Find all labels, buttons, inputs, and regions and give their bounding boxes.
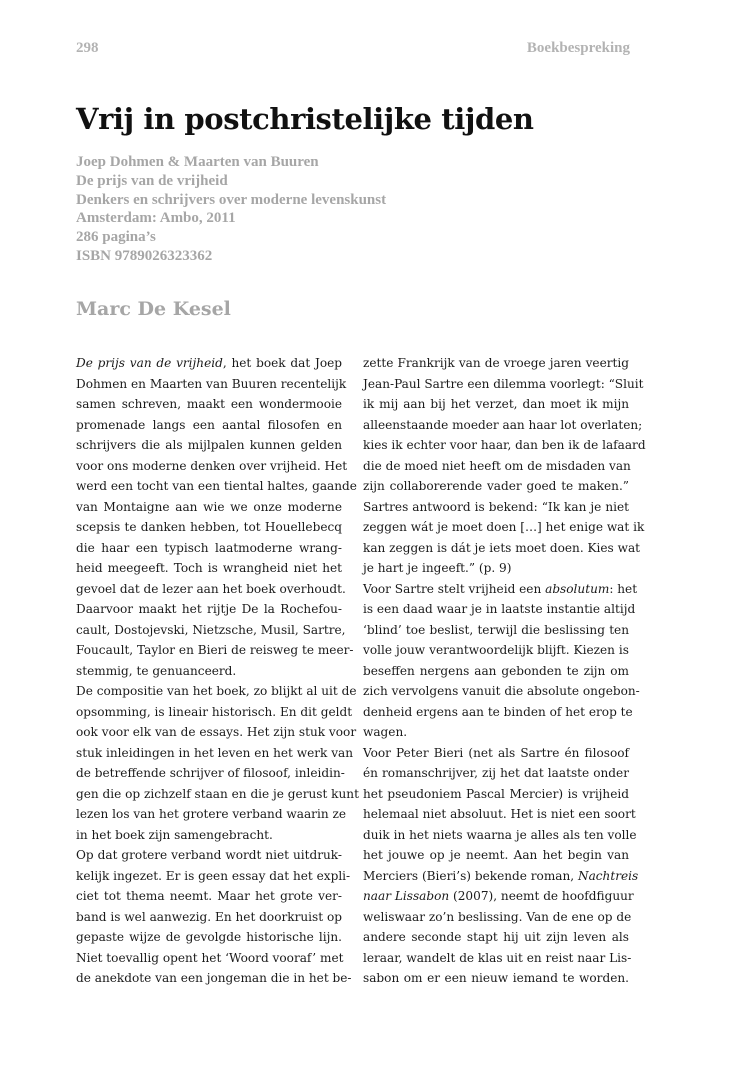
- text-segment: Voor Peter Bieri (net als Sartre én filosoof: [363, 745, 629, 760]
- text-line: [363, 394, 629, 415]
- text-segment: gen die op zichzelf staan en die je gerust kunt: [76, 786, 359, 801]
- text-segment: volle jouw verantwoordelijk blijft. Kiezen is: [363, 643, 629, 657]
- text-line: [76, 866, 351, 887]
- text-segment: zijn collaborerende vader goed te maken.”: [363, 479, 629, 493]
- text-line: [76, 804, 346, 825]
- text-segment: in het boek zijn samengebracht.: [76, 827, 273, 842]
- book-pages: 286 pagina’s: [76, 229, 156, 246]
- text-line: [76, 476, 357, 497]
- text-segment: ik mij aan bij het verzet, dan moet ik mijn: [363, 397, 629, 411]
- text-line: [363, 620, 629, 641]
- text-line: [363, 497, 629, 518]
- text-segment: die de moed niet heeft om de misdaden van: [363, 458, 631, 473]
- text-line: [76, 579, 346, 600]
- text-segment: stuk inleidingen in het leven en het werk van: [76, 745, 354, 760]
- text-line: [76, 599, 342, 620]
- text-segment: helemaal niet absoluut. Het is niet een soort: [363, 807, 636, 821]
- text-segment: kelijk ingezet. Er is geen essay dat het expli-: [76, 868, 351, 883]
- book-title: De prijs van de vrijheid: [76, 172, 228, 189]
- text-segment: zette Frankrijk van de vroege jaren veertig: [363, 356, 629, 370]
- text-segment: Op dat grotere verband wordt niet uitdruk-: [76, 848, 342, 862]
- text-line: [76, 394, 342, 415]
- text-line: [76, 353, 342, 374]
- text-line: [76, 415, 342, 436]
- text-line: [363, 763, 629, 784]
- text-line: [363, 866, 639, 887]
- text-line: [363, 538, 641, 559]
- text-segment: , het boek dat Joep: [222, 356, 342, 370]
- text-segment: stemmig, te genuanceerd.: [76, 663, 237, 678]
- book-authors: Joep Dohmen & Maarten van Buuren: [76, 154, 319, 170]
- text-segment: sabon om er een nieuw iemand te worden.: [363, 971, 629, 985]
- text-segment: : het: [609, 581, 638, 596]
- article-title: Vrij in postchristelijke tijden: [76, 102, 534, 136]
- text-line: [363, 415, 643, 436]
- text-line: [363, 968, 629, 989]
- text-segment: Niet toevallig opent het ‘Woord vooraf’ met: [76, 950, 344, 965]
- text-line: [363, 579, 638, 600]
- text-segment: De compositie van het boek, zo blijkt al uit de: [76, 684, 357, 698]
- text-segment: die haar een typisch laatmoderne wrang-: [76, 540, 342, 555]
- text-segment: Sartres antwoord is bekend: “Ik kan je niet: [363, 499, 629, 514]
- review-author: Marc De Kesel: [76, 298, 231, 320]
- text-segment: wagen.: [363, 725, 408, 739]
- text-segment: duik in het niets waarna je alles als ten volle: [363, 827, 637, 842]
- text-line: [76, 907, 342, 928]
- text-segment: Daarvoor maakt het rijtje De la Rochefou-: [76, 602, 342, 616]
- text-line: [76, 620, 346, 641]
- text-line: [76, 784, 359, 805]
- text-line: [363, 886, 634, 907]
- book-subtitle: Denkers en schrijvers over moderne levenskunst: [76, 191, 387, 208]
- text-line: [76, 702, 353, 723]
- text-line: [76, 640, 354, 661]
- text-line: [363, 743, 629, 764]
- text-segment: Jean-Paul Sartre een dilemma voorlegt: “Sluit: [363, 376, 644, 391]
- text-segment: Dohmen en Maarten van Buuren recentelijk: [76, 376, 347, 391]
- text-segment: leraar, wandelt de klas uit en reist naar Lis-: [363, 950, 632, 965]
- text-segment: samen schreven, maakt een wondermooie: [76, 397, 342, 411]
- text-line: [363, 476, 629, 497]
- text-segment: het pseudoniem Pascal Mercier) is vrijheid: [363, 786, 629, 801]
- text-line: [76, 374, 347, 395]
- text-line: [76, 456, 348, 477]
- section-title: Boekbespreking: [526, 40, 630, 56]
- text-line: [363, 517, 645, 538]
- text-segment: het jouwe op je neemt. Aan het begin van: [363, 848, 629, 862]
- text-segment: heid meegeeft. Toch is wrangheid niet het: [76, 561, 342, 575]
- text-segment: voor ons moderne denken over vrijheid. Het: [76, 458, 348, 473]
- text-line: [363, 435, 646, 456]
- text-segment: scepsis te danken hebben, tot Houellebecq: [76, 520, 342, 534]
- body-column-left: [76, 353, 359, 989]
- book-isbn: ISBN 9789026323362: [76, 247, 213, 264]
- text-segment: zeggen wát je moet doen […] het enige wat ik: [363, 520, 645, 534]
- text-line: [363, 702, 633, 723]
- text-line: [363, 353, 629, 374]
- text-line: [363, 558, 629, 579]
- italic-text: naar Lissabon: [363, 889, 450, 903]
- text-segment: kies ik echter voor haar, dan ben ik de lafaard: [363, 438, 646, 452]
- text-segment: (2007), neemt de hoofdfiguur: [449, 889, 634, 903]
- text-line: [76, 845, 342, 866]
- text-segment: cault, Dostojevski, Nietzsche, Musil, Sartre,: [76, 622, 346, 637]
- text-segment: gevoel dat de lezer aan het boek overhoudt.: [76, 581, 346, 596]
- text-segment: schrijvers die als mijlpalen kunnen gelden: [76, 438, 342, 452]
- italic-text: absolutum: [545, 581, 610, 596]
- text-line: [363, 825, 637, 846]
- text-line: [76, 825, 342, 846]
- text-segment: is een daad waar je in laatste instantie altijd: [363, 602, 636, 616]
- text-segment: zich vervolgens vanuit die absolute ongebon-: [363, 684, 640, 698]
- text-line: [363, 661, 629, 682]
- text-segment: je hart je ingeeft.” (p. 9): [363, 561, 512, 575]
- text-line: [363, 845, 629, 866]
- text-line: [76, 517, 342, 538]
- text-segment: kan zeggen is dát je iets moet doen. Kies wat: [363, 540, 641, 555]
- text-line: [363, 599, 636, 620]
- text-segment: én romanschrijver, zij het dat laatste onder: [363, 766, 629, 780]
- text-segment: promenade langs een aantal filosofen en: [76, 417, 342, 432]
- text-segment: andere seconde stapt hij uit zijn leven als: [363, 930, 629, 944]
- text-line: [76, 497, 342, 518]
- text-line: [363, 927, 629, 948]
- text-line: [363, 948, 632, 969]
- text-line: [76, 948, 342, 969]
- page-number: 298: [76, 40, 99, 56]
- text-segment: band is wel aanwezig. En het doorkruist op: [76, 909, 342, 924]
- text-segment: van Montaigne aan wie we onze moderne: [76, 499, 342, 514]
- text-segment: alleenstaande moeder aan haar lot overlaten;: [363, 417, 643, 432]
- text-line: [76, 435, 342, 456]
- text-line: [363, 681, 640, 702]
- text-segment: ‘blind’ toe beslist, terwijl die beslissing ten: [363, 622, 629, 637]
- text-line: [363, 804, 636, 825]
- text-segment: gepaste wijze de gevolgde historische lijn.: [76, 930, 342, 944]
- text-line: [363, 907, 632, 928]
- text-line: [363, 640, 629, 661]
- text-line: [363, 722, 629, 743]
- text-segment: Voor Sartre stelt vrijheid een: [363, 581, 546, 596]
- text-segment: lezen los van het grotere verband waarin ze: [76, 807, 346, 821]
- text-line: [76, 558, 342, 579]
- text-segment: de betreffende schrijver of filosoof, inleidin-: [76, 766, 345, 780]
- text-segment: werd een tocht van een tiental haltes, gaande: [76, 479, 357, 493]
- text-segment: beseffen nergens aan gebonden te zijn om: [363, 663, 629, 678]
- text-line: [76, 743, 354, 764]
- italic-text: De prijs van de vrijheid: [76, 356, 223, 370]
- text-line: [76, 886, 342, 907]
- text-line: [76, 763, 345, 784]
- text-segment: ook voor elk van de essays. Het zijn stuk voor: [76, 725, 357, 739]
- text-line: [76, 538, 342, 559]
- text-line: [76, 968, 352, 989]
- text-line: [76, 661, 342, 682]
- text-segment: weliswaar zo’n beslissing. Van de ene op de: [363, 909, 632, 924]
- text-line: [363, 784, 629, 805]
- text-segment: Foucault, Taylor en Bieri de reisweg te meer-: [76, 643, 354, 657]
- text-line: [76, 681, 357, 702]
- bibliographic-info: [76, 153, 636, 266]
- text-segment: Merciers (Bieri’s) bekende roman,: [363, 868, 578, 883]
- text-line: [76, 927, 342, 948]
- text-line: [363, 374, 644, 395]
- italic-text: Nachtreis: [577, 868, 639, 883]
- text-segment: denheid ergens aan te binden of het erop te: [363, 704, 633, 719]
- body-column-right: [363, 353, 646, 989]
- text-segment: opsomming, is lineair historisch. En dit geldt: [76, 704, 353, 719]
- book-publisher: Amsterdam: Ambo, 2011: [76, 210, 236, 227]
- running-header: [76, 40, 630, 62]
- text-segment: de anekdote van een jongeman die in het be-: [76, 971, 352, 985]
- text-line: [363, 456, 629, 477]
- text-line: [76, 722, 357, 743]
- text-segment: ciet tot thema neemt. Maar het grote ver-: [76, 889, 342, 903]
